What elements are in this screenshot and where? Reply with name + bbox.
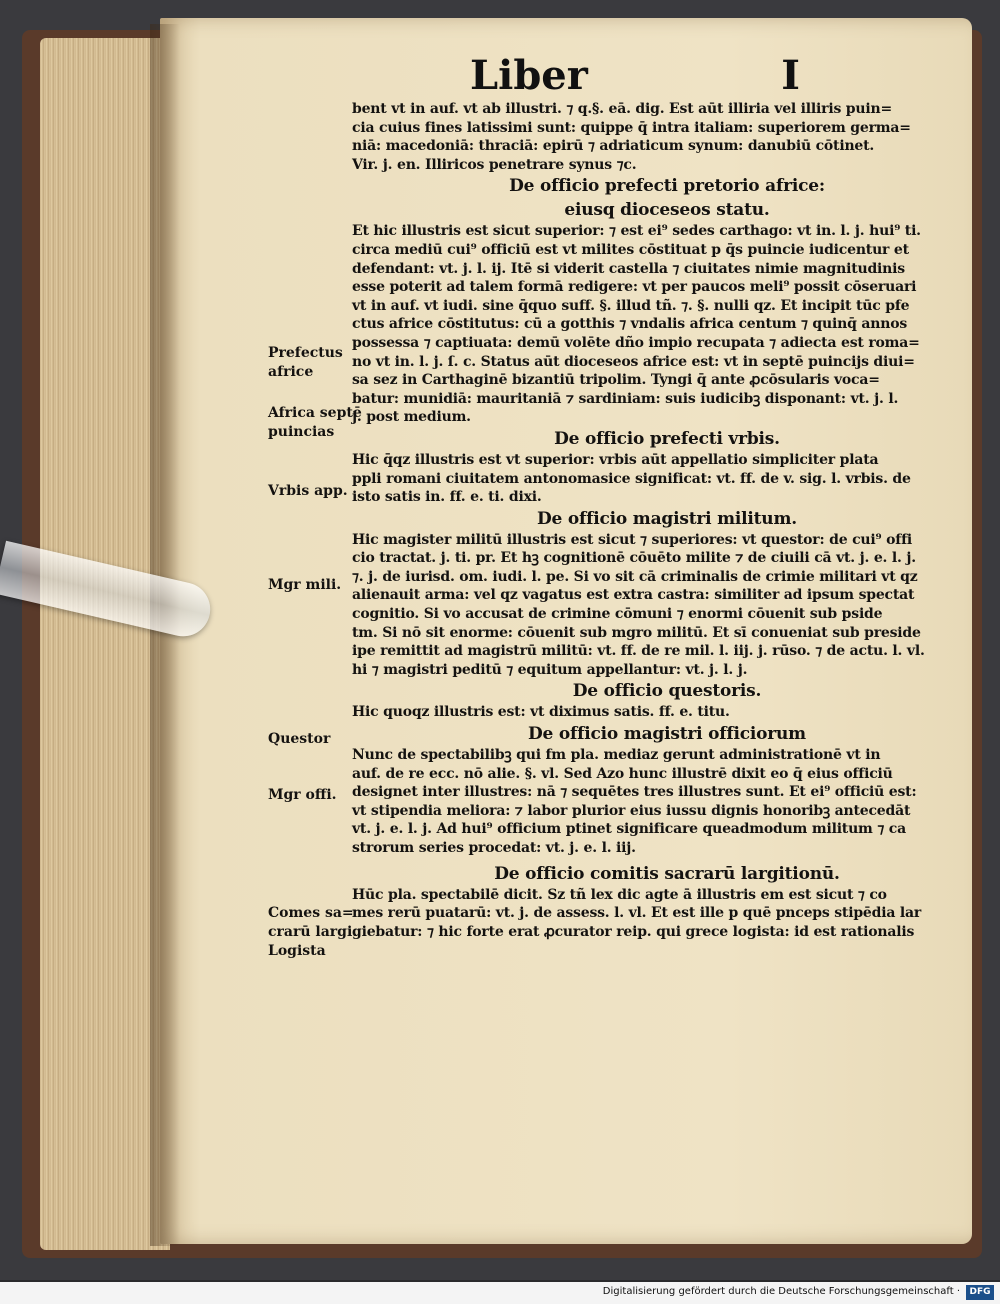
margin-note-line: Vrbis app.	[268, 483, 348, 499]
margin-note-line: Mgr mili.	[268, 577, 342, 593]
section-heading: De officio magistri officiorum	[528, 724, 806, 745]
text-line: Hūc pla. spectabilē dicit. Sz tñ lex dic agte ā illustris em est sicut ⁊ co	[352, 886, 887, 903]
margin-note-line: Africa septē	[268, 405, 362, 421]
text-line: vt in auf. vt iudi. sine q̄quo suff. §. illud tñ. ⁊. §. nulli qz. Et incipit tūc pfe	[352, 297, 910, 314]
text-line: cia cuius fines latissimi sunt: quippe q̄ intra italiam: superiorem germa=	[352, 119, 911, 136]
text-line: vt. j. e. l. j. Ad hui⁹ officium ptinet significare queadmodum militum ⁊ ca	[352, 821, 906, 838]
text-line: Hic q̄qz illustris est vt superior: vrbis aūt appellatio simpliciter plata	[352, 451, 879, 468]
margin-note-line: crarū largi.	[268, 924, 358, 940]
text-line: batur: munidiā: mauritaniā ⁊ sardiniam: suis iudicibꝫ disponant: vt. j. l.	[352, 390, 899, 407]
main-text	[352, 100, 942, 941]
text-line: ctus africe cōstitutus: cū a gotthis ⁊ vndalis africa centum ⁊ quinq̄ annos	[352, 316, 908, 333]
text-line: mes rerū puatarū: vt. j. de assess. l. vl. Et est ille p quē pnceps stipēdia lar	[352, 905, 922, 922]
text-line: alienauit arma: vel qz vagatus est extra castra: similiter ad ipsum spectat	[352, 587, 915, 604]
text-line: circa mediū cui⁹ officiū est vt milites cōstituat p q̄s puincie iudicentur et	[352, 241, 909, 258]
text-line: defendant: vt. j. l. ij. Itē si viderit castella ⁊ ciuitates nimie magnitudinis	[352, 260, 905, 277]
section-heading: De officio comitis sacrarū largitionū.	[494, 863, 840, 884]
margin-note-line: Comes sa=	[268, 905, 354, 921]
text-line: esse poterit ad talem formā redigere: vt per paucos meli⁹ possit cōseruari	[352, 279, 917, 296]
text-line: niā: macedoniā: thraciā: epirū ⁊ adriaticum synum: danubiū cōtinet.	[352, 138, 875, 155]
margin-note-line: Prefectus	[268, 345, 343, 361]
text-line: designet inter illustres: nā ⁊ sequētes tres illustres sunt. Et ei⁹ officiū est:	[352, 784, 917, 801]
text-line: j. post medium.	[352, 409, 471, 426]
text-line: hi ⁊ magistri peditū ⁊ equitum appellantur: vt. j. l. j.	[352, 661, 748, 678]
section-heading: De officio prefecti pretorio africe:	[509, 176, 825, 197]
dfg-logo: DFG	[966, 1285, 994, 1300]
footer-bar	[0, 1282, 1000, 1304]
text-line: ipe remittit ad magistrū militū: vt. ff. de re mil. l. iij. j. rūso. ⁊ de actu. l. vl.	[352, 643, 925, 660]
text-line: strorum series procedat: vt. j. e. l. iij.	[352, 840, 636, 856]
margin-note	[268, 344, 363, 382]
text-line: possessa ⁊ captiuata: demū volēte dño impio recupata ⁊ adiecta est roma=	[352, 334, 920, 351]
margin-note	[268, 576, 363, 595]
text-line: Nunc de spectabilibꝫ qui fm pla. mediaz gerunt administrationē vt in	[352, 747, 881, 764]
margin-note-line: Logista	[268, 943, 326, 959]
margin-note-line: puincias	[268, 424, 335, 440]
text-line: Hic magister militū illustris est sicut ⁊ superiores: vt questor: de cui⁹ offi	[352, 531, 913, 548]
text-line: bent vt in auf. vt ab illustri. ⁊ q.§. eā. dig. Est aūt illiria vel illiris puin=	[352, 101, 893, 117]
running-head-title: Liber	[470, 52, 588, 99]
margin-note-line: Questor	[268, 731, 331, 747]
margin-note	[268, 786, 363, 805]
section-heading: De officio prefecti vrbis.	[554, 428, 780, 449]
text-line: sa sez in Carthaginē bizantiū tripolim. Tyngi q̄ ante ꝓcōsularis voca=	[352, 372, 880, 389]
text-line: cio tractat. j. ti. pr. Et hꝫ cognitionē cōuēto milite ⁊ de ciuili cā vt. j. e. l. j.	[352, 550, 916, 567]
funding-credit: Digitalisierung gefördert durch die Deutsche Forschungsgemeinschaft ·	[602, 1286, 960, 1297]
text-line: Et hic illustris est sicut superior: ⁊ est ei⁹ sedes carthago: vt in. l. j. hui⁹ ti.	[352, 223, 921, 240]
margin-note	[268, 730, 363, 749]
running-head	[470, 52, 800, 102]
text-line: vt stipendia meliora: ⁊ labor plurior eius iussu dignis honoribꝫ antecedāt	[352, 802, 911, 819]
text-line: tm. Si nō sit enorme: cōuenit sub mgro militū. Et sī conueniat sub preside	[352, 624, 921, 641]
folio-number: I	[781, 52, 800, 99]
section-heading: eiusq dioceseos statu.	[564, 200, 770, 221]
section-heading: De officio questoris.	[572, 681, 762, 702]
margin-note	[268, 404, 363, 442]
text-line: ppli romani ciuitatem antonomasice significat: vt. ff. de v. sig. l. vrbis. de	[352, 470, 911, 487]
text-line: no vt in. l. j. ſ. c. Status aūt dioceseos africe est: vt in septē puincijs diui=	[352, 353, 915, 370]
text-line: cognitio. Si vo accusat de crimine cōmuni ⁊ enormi cōuenit sub pside	[352, 606, 883, 623]
margin-note-line: Mgr offi.	[268, 787, 337, 803]
text-line: auf. de re ecc. nō alie. §. vl. Sed Azo hunc illustrē dixit eo q̄ eius officiū	[352, 765, 893, 782]
text-line: isto satis in. ff. e. ti. dixi.	[352, 489, 542, 506]
section-heading: De officio magistri militum.	[537, 508, 797, 529]
margin-note-line: africe	[268, 364, 314, 380]
text-line: Hic quoqz illustris est: vt diximus satis. ff. e. titu.	[352, 704, 730, 721]
margin-note	[268, 482, 363, 501]
text-line: Vir. j. en. Illiricos penetrare synus ⁊c.	[352, 156, 637, 173]
text-line: giebatur: ⁊ hic forte erat ꝓcurator reip. qui grece logista: id est rationalis	[352, 923, 915, 940]
text-line: ⁊. j. de iurisd. om. iudi. l. pe. Si vo sit cā criminalis de crimie militari vt qz	[352, 568, 918, 585]
margin-note	[268, 904, 363, 961]
